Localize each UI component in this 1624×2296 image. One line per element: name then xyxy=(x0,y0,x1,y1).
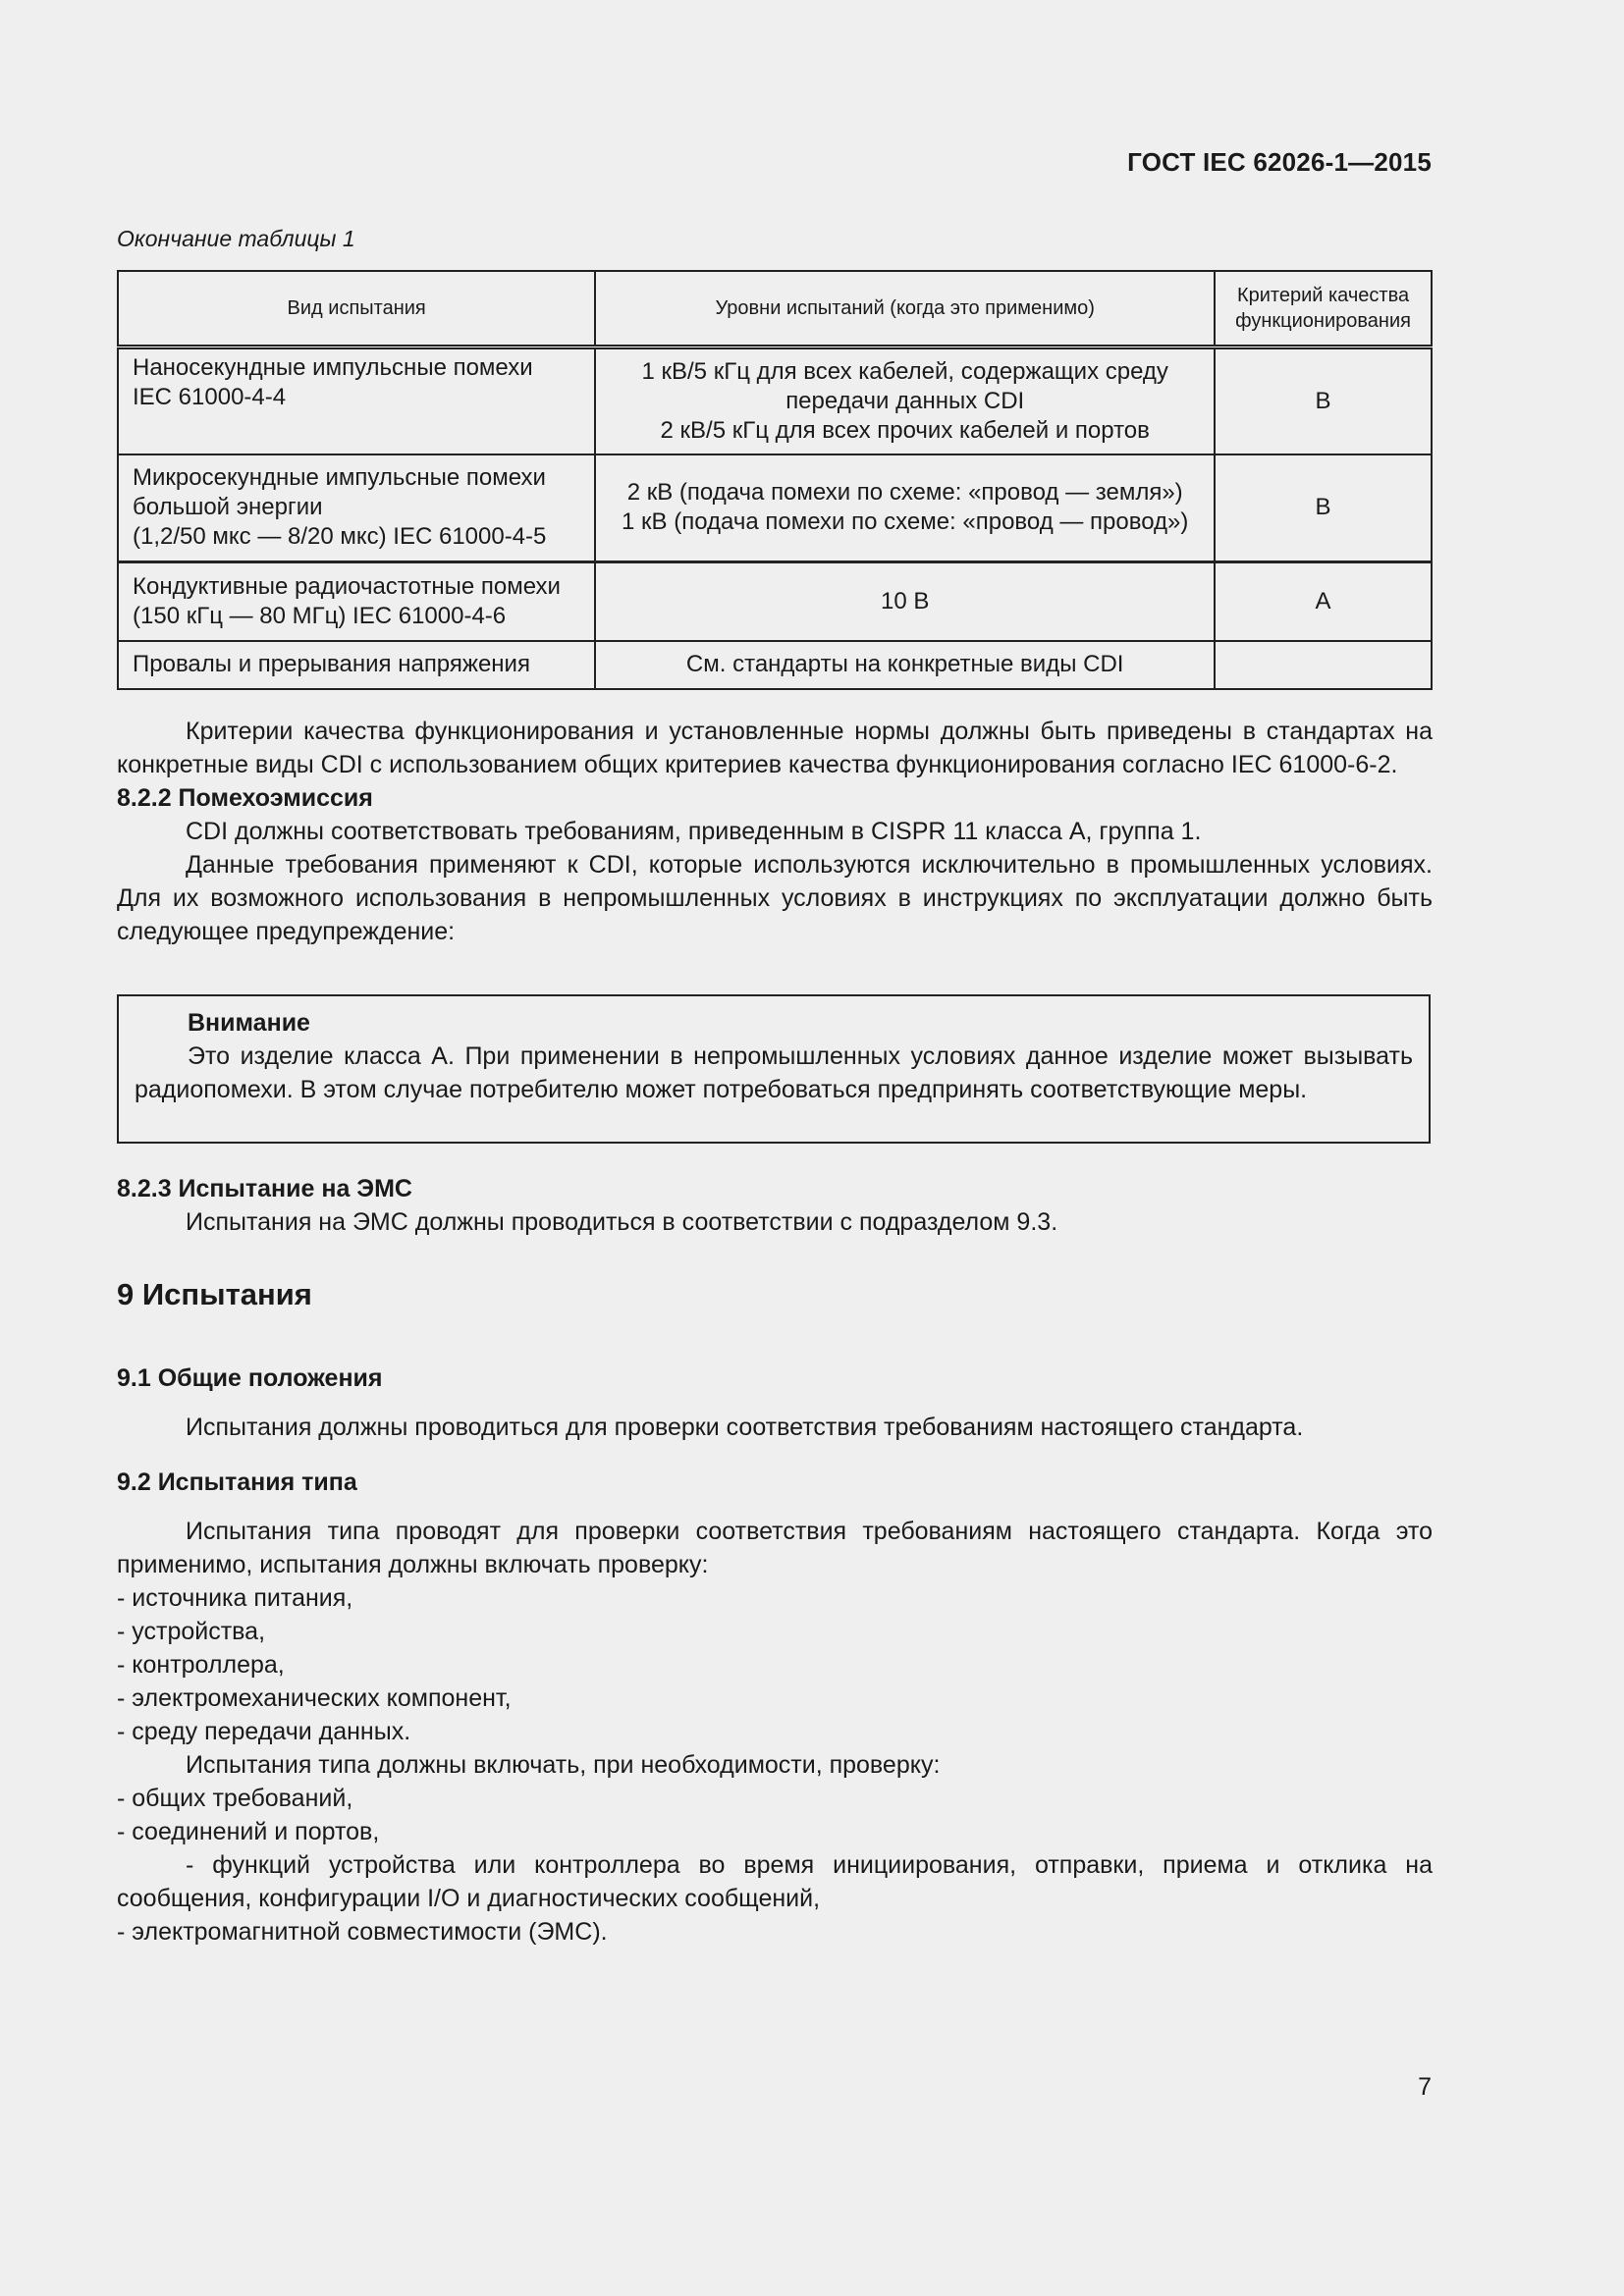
cell-levels: 1 кВ/5 кГц для всех кабелей, содержащих среду передачи данных CDI 2 кВ/5 кГц для всех прочих кабелей и портов xyxy=(595,347,1215,454)
header-criterion: Критерий качества функционирования xyxy=(1215,271,1432,347)
table-row xyxy=(118,562,1432,641)
section-9-1-title: 9.1 Общие положения xyxy=(117,1364,383,1392)
table-row xyxy=(118,454,1432,562)
notice-title: Внимание xyxy=(188,1009,310,1037)
cell-levels: 10 В xyxy=(595,562,1215,641)
cell-levels: 2 кВ (подача помехи по схеме: «провод — земля») 1 кВ (подача помехи по схеме: «провод — провод») xyxy=(595,454,1215,562)
cell-levels: См. стандарты на конкретные виды CDI xyxy=(595,641,1215,689)
list-item: - соединений и портов, xyxy=(117,1818,380,1845)
table-caption: Окончание таблицы 1 xyxy=(117,226,355,251)
list-item: - контроллера, xyxy=(117,1651,285,1679)
section-9-2-title: 9.2 Испытания типа xyxy=(117,1468,357,1496)
list-item: - общих требований, xyxy=(117,1785,353,1812)
notice-body: Это изделие класса А. При применении в непромышленных условиях данное изделие может вызывать радиопомехи. В этом случае потребителю может потребоваться предпринять соответствующие меры. xyxy=(135,1042,1413,1103)
section-9-1-body-block xyxy=(117,1411,1433,1444)
cell-criterion: A xyxy=(1215,562,1432,641)
section-9-2-title-block xyxy=(117,1466,1433,1499)
criteria-paragraph: Критерии качества функционирования и установленные нормы должны быть приведены в стандартах на конкретные виды CDI с использованием общих критериев качества функционирования согласно IEC 61000-6-2. xyxy=(117,718,1433,778)
list-item: - функций устройства или контроллера во время инициирования, отправки, приема и отклика на сообщения, конфигурации I/O и диагностических сообщений, xyxy=(117,1851,1433,1912)
paragraph: CDI должны соответствовать требованиям, приведенным в CISPR 11 класса A, группа 1. xyxy=(186,818,1202,845)
document-id: ГОСТ IEC 62026-1—2015 xyxy=(1127,147,1432,177)
cell-criterion: B xyxy=(1215,454,1432,562)
section-8-2-3 xyxy=(117,1172,1433,1239)
section-9-2-body xyxy=(117,1515,1433,1949)
list-item: - устройства, xyxy=(117,1618,266,1645)
table-row xyxy=(118,347,1432,454)
cell-criterion xyxy=(1215,641,1432,689)
cell-test: Провалы и прерывания напряжения xyxy=(118,641,595,689)
header-test-type: Вид испытания xyxy=(118,271,595,347)
list-item: - источника питания, xyxy=(117,1584,353,1612)
paragraph: Испытания типа проводят для проверки соответствия требованиям настоящего стандарта. Когда это применимо, испытания должны включать проверку: xyxy=(117,1518,1433,1578)
section-8-2-3-title: 8.2.3 Испытание на ЭМС xyxy=(117,1175,412,1202)
paragraph: Данные требования применяют к CDI, которые используются исключительно в промышленных условиях. Для их возможного использования в непромышленных условиях в инструкциях по эксплуатации должно быть следующее предупреждение: xyxy=(117,851,1433,945)
header-test-levels: Уровни испытаний (когда это применимо) xyxy=(595,271,1215,347)
section-8-2-2-title: 8.2.2 Помехоэмиссия xyxy=(117,784,373,812)
cell-test: Кондуктивные радиочастотные помехи (150 кГц — 80 МГц) IEC 61000-4-6 xyxy=(118,562,595,641)
table-header-row xyxy=(118,271,1432,347)
list-item: - среду передачи данных. xyxy=(117,1718,411,1745)
paragraph: Испытания на ЭМС должны проводиться в соответствии с подразделом 9.3. xyxy=(186,1208,1058,1236)
warning-notice xyxy=(117,994,1431,1144)
paragraph: Испытания типа должны включать, при необходимости, проверку: xyxy=(186,1751,941,1779)
list-item: - электромеханических компонент, xyxy=(117,1684,512,1712)
section-9-title-block xyxy=(117,1278,1433,1311)
test-levels-table xyxy=(117,270,1433,690)
section-9-title: 9 Испытания xyxy=(117,1277,312,1311)
cell-test: Наносекундные импульсные помехи IEC 61000-4-4 xyxy=(118,347,595,454)
cell-test: Микросекундные импульсные помехи большой энергии (1,2/50 мкс — 8/20 мкс) IEC 61000-4-5 xyxy=(118,454,595,562)
table-row xyxy=(118,641,1432,689)
section-9-1-title-block xyxy=(117,1362,1433,1395)
section-8-2-text xyxy=(117,715,1433,948)
paragraph: Испытания должны проводиться для проверки соответствия требованиям настоящего стандарта. xyxy=(186,1414,1304,1441)
page-number: 7 xyxy=(1418,2073,1432,2101)
cell-criterion: B xyxy=(1215,347,1432,454)
list-item: - электромагнитной совместимости (ЭМС). xyxy=(117,1918,608,1946)
